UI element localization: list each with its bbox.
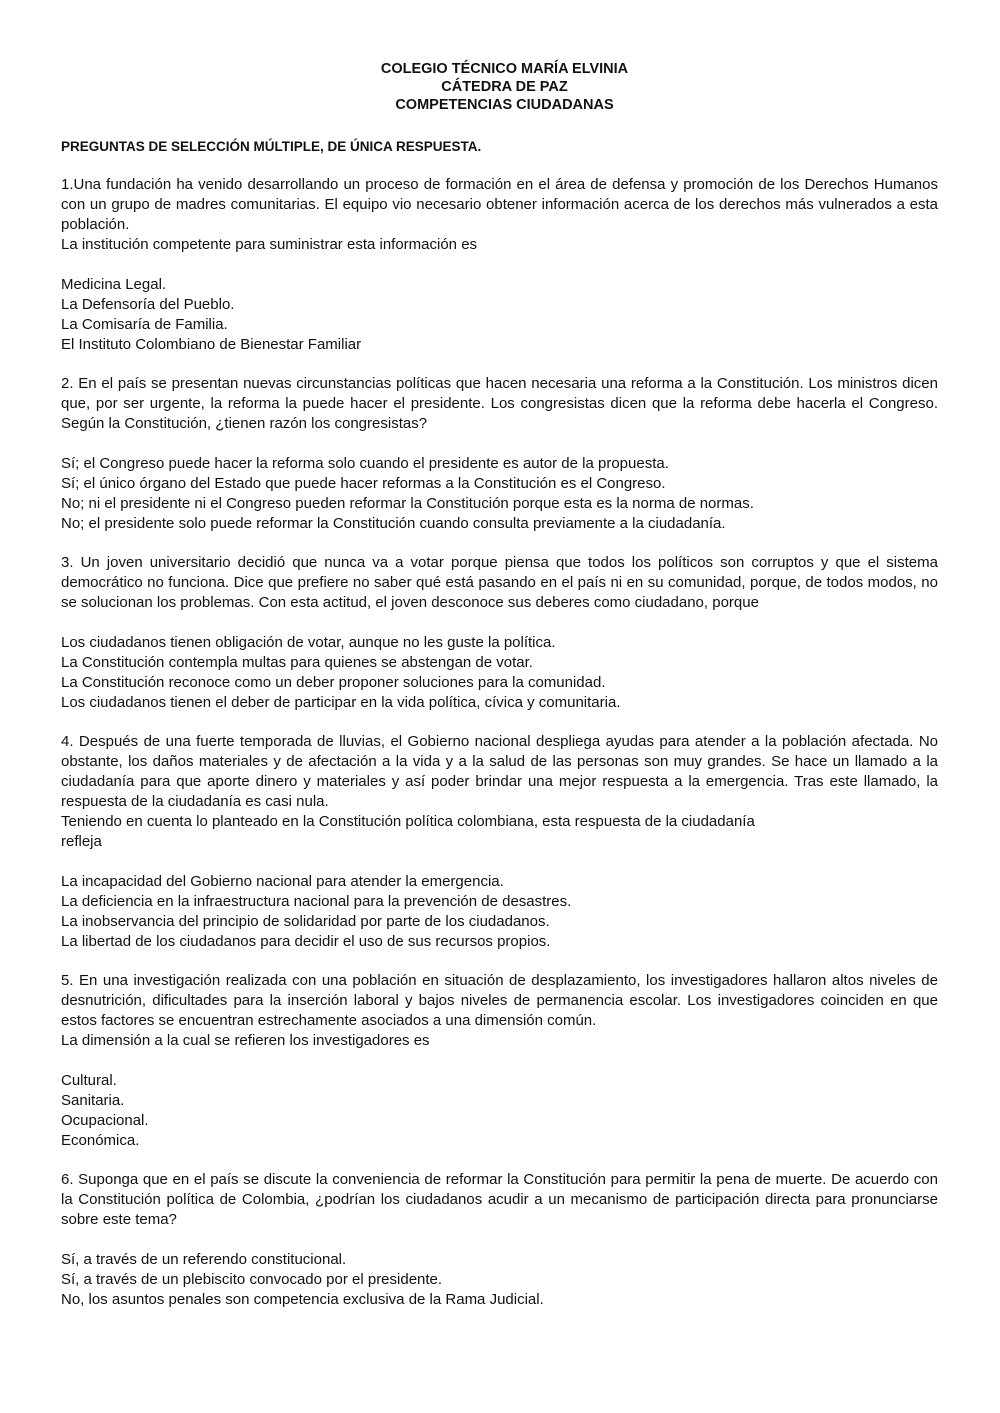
options-list	[61, 454, 938, 534]
options-list	[61, 1071, 938, 1151]
options-list	[61, 872, 938, 952]
question-4	[61, 732, 938, 952]
question-text: 2. En el país se presentan nuevas circunstancias políticas que hacen necesaria una reforma a la Constitución. Los ministros dicen que, por ser urgente, la reforma la puede hacer el presidente. Los congresistas dicen que la reforma debe hacerla el Congreso. Según la Constitución, ¿tienen razón los congresistas?	[61, 375, 938, 432]
options-list	[61, 1250, 938, 1310]
option: Sí; el único órgano del Estado que puede hacer reformas a la Constitución es el Congreso.	[61, 475, 666, 492]
option: Ocupacional.	[61, 1112, 149, 1129]
question-1	[61, 175, 938, 355]
option: La inobservancia del principio de solidaridad por parte de los ciudadanos.	[61, 913, 550, 930]
option: La Constitución reconoce como un deber proponer soluciones para la comunidad.	[61, 674, 606, 691]
option: La libertad de los ciudadanos para decidir el uso de sus recursos propios.	[61, 933, 551, 950]
option: La deficiencia en la infraestructura nacional para la prevención de desastres.	[61, 893, 572, 910]
question-text: 3. Un joven universitario decidió que nunca va a votar porque piensa que todos los políticos son corruptos y que el sistema democrático no funciona. Dice que prefiere no saber qué está pasando en el país ni en su comunidad, porque, de todos modos, no se solucionan los problemas. Con esta actitud, el joven desconoce sus deberes como ciudadano, porque	[61, 554, 938, 611]
question-stem: Teniendo en cuenta lo planteado en la Constitución política colombiana, esta respuesta de la ciudadanía refleja	[61, 813, 755, 850]
subject-name: CÁTEDRA DE PAZ	[441, 79, 568, 95]
school-name: COLEGIO TÉCNICO MARÍA ELVINIA	[380, 61, 629, 77]
option: Los ciudadanos tienen el deber de participar en la vida política, cívica y comunitaria.	[61, 694, 621, 711]
document-header	[71, 60, 938, 114]
question-text: 5. En una investigación realizada con una población en situación de desplazamiento, los investigadores hallaron altos niveles de desnutrición, dificultades para la inserción laboral y bajos niveles de permanencia escolar. Los investigadores coinciden en que estos factores se encuentran estrechamente asociados a una dimensión común.	[61, 972, 938, 1029]
question-3	[61, 553, 938, 713]
option: La Constitución contempla multas para quienes se abstengan de votar.	[61, 654, 533, 671]
option: La incapacidad del Gobierno nacional para atender la emergencia.	[61, 873, 504, 890]
question-text: 4. Después de una fuerte temporada de lluvias, el Gobierno nacional despliega ayudas para atender a la población afectada. No obstante, los daños materiales y de afectación a la vida y a la salud de las personas son muy grandes. Se hace un llamado a la ciudadanía para que aporte dinero y materiales y así poder brindar una mejor respuesta a la emergencia. Tras este llamado, la respuesta de la ciudadanía es casi nula.	[61, 733, 938, 810]
question-5	[61, 971, 938, 1151]
question-2	[61, 374, 938, 534]
option: No; ni el presidente ni el Congreso pueden reformar la Constitución porque esta es la norma de normas.	[61, 495, 754, 512]
option: No, los asuntos penales son competencia exclusiva de la Rama Judicial.	[61, 1291, 544, 1308]
topic-name: COMPETENCIAS CIUDADANAS	[395, 97, 614, 113]
question-text: 1.Una fundación ha venido desarrollando un proceso de formación en el área de defensa y promoción de los Derechos Humanos con un grupo de madres comunitarias. El equipo vio necesario obtener información acerca de los derechos más vulnerados a esta población.	[61, 176, 938, 233]
options-list	[61, 633, 938, 713]
option: La Comisaría de Familia.	[61, 316, 228, 333]
option: Sanitaria.	[61, 1092, 125, 1109]
options-list	[61, 275, 938, 355]
option: Económica.	[61, 1132, 140, 1149]
option: Los ciudadanos tienen obligación de votar, aunque no les guste la política.	[61, 634, 556, 651]
option: El Instituto Colombiano de Bienestar Familiar	[61, 336, 362, 353]
questions-list	[61, 175, 938, 1310]
option: Cultural.	[61, 1072, 117, 1089]
option: Sí; el Congreso puede hacer la reforma solo cuando el presidente es autor de la propuesta.	[61, 455, 669, 472]
question-stem: La dimensión a la cual se refieren los investigadores es	[61, 1032, 430, 1049]
question-6	[61, 1170, 938, 1310]
option: Medicina Legal.	[61, 276, 167, 293]
option: No; el presidente solo puede reformar la Constitución cuando consulta previamente a la ciudadanía.	[61, 515, 726, 532]
instructions: PREGUNTAS DE SELECCIÓN MÚLTIPLE, DE ÚNICA RESPUESTA.	[61, 139, 482, 154]
question-stem: La institución competente para suministrar esta información es	[61, 236, 478, 253]
option: Sí, a través de un plebiscito convocado por el presidente.	[61, 1271, 443, 1288]
question-text: 6. Suponga que en el país se discute la conveniencia de reformar la Constitución para permitir la pena de muerte. De acuerdo con la Constitución política de Colombia, ¿podrían los ciudadanos acudir a un mecanismo de participación directa para pronunciarse sobre este tema?	[61, 1171, 938, 1228]
option: Sí, a través de un referendo constitucional.	[61, 1251, 347, 1268]
option: La Defensoría del Pueblo.	[61, 296, 235, 313]
